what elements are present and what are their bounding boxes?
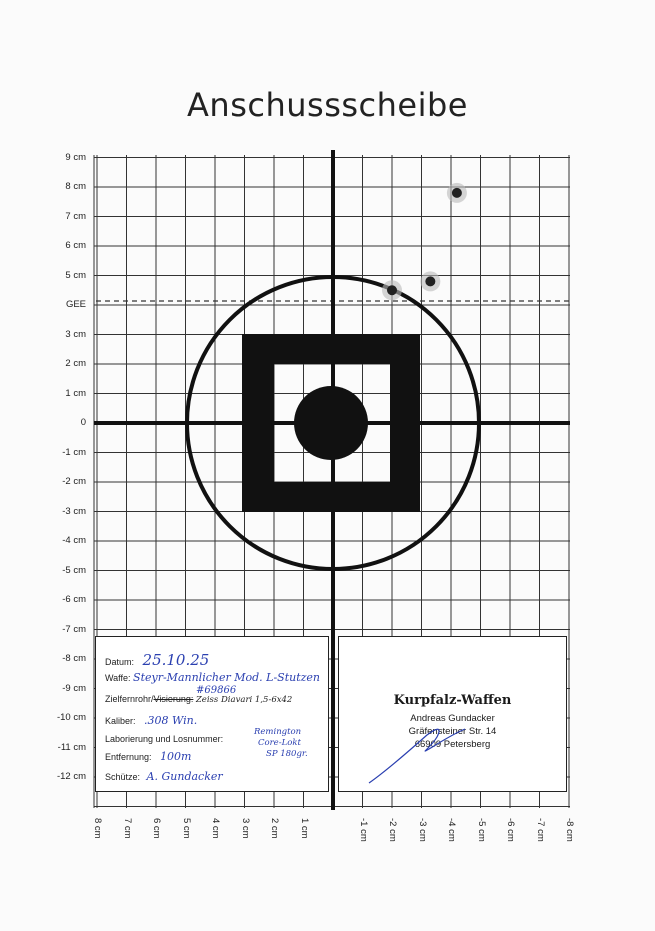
y-axis-label: -5 cm — [62, 564, 86, 576]
zf-value: Zeiss Diavari 1,5-6x42 — [195, 695, 293, 705]
y-axis-label: 9 cm — [65, 151, 86, 163]
kaliber-label: Kaliber: — [105, 716, 136, 726]
laborierung-value-1: Remington — [254, 727, 302, 737]
y-axis-label: -8 cm — [62, 653, 86, 664]
kaliber-row — [105, 714, 197, 727]
y-axis-label: 0 — [80, 417, 86, 428]
y-axis-label: -3 cm — [62, 505, 86, 517]
x-axis-label: -8 cm — [564, 818, 575, 842]
x-axis-label: 4 cm — [210, 818, 221, 839]
x-axis-label: -6 cm — [505, 818, 516, 842]
dealer-line-2: Gräfensteiner Str. 14 — [408, 726, 497, 737]
waffe-value: Steyr-Mannlicher Mod. L-Stutzen — [133, 671, 321, 684]
x-axis-label: -3 cm — [416, 818, 428, 842]
x-axis-label: 5 cm — [180, 818, 192, 839]
laborierung-label: Laborierung und Losnummer: — [105, 734, 224, 744]
entfernung-value: 100m — [160, 750, 192, 763]
x-axis-label: -7 cm — [534, 818, 546, 842]
page-title: Anschussscheibe — [187, 86, 468, 124]
x-axis-label: -4 cm — [446, 818, 457, 842]
signature — [339, 637, 566, 791]
x-axis-label: 2 cm — [269, 818, 280, 839]
laborierung-value — [254, 727, 308, 760]
x-axis-label: -5 cm — [475, 818, 487, 842]
bullet-impact — [447, 183, 467, 203]
entfernung-row — [105, 750, 192, 763]
waffe-label: Waffe: — [105, 673, 131, 683]
dealer-line-3: 66909 Petersberg — [414, 739, 491, 750]
laborierung-row — [105, 734, 223, 744]
schuetze-row — [105, 770, 223, 783]
waffe-row — [105, 671, 320, 684]
zf-strike: Visierung: — [153, 694, 194, 704]
y-axis-label: 3 cm — [65, 328, 86, 340]
y-axis-label: GEE — [65, 299, 86, 310]
x-axis-label: -1 cm — [357, 818, 369, 842]
x-axis-label: -2 cm — [387, 818, 398, 842]
zf-label: Zielfernrohr/ — [105, 694, 154, 704]
laborierung-value-3: SP 180gr. — [266, 749, 308, 759]
x-axis-label: 7 cm — [121, 818, 133, 839]
zf-row — [105, 694, 292, 705]
entfernung-label: Entfernung: — [105, 752, 152, 762]
y-axis-label: -1 cm — [62, 446, 86, 458]
laborierung-value-2: Core-Lokt — [258, 738, 301, 748]
x-axis-label: 1 cm — [298, 818, 310, 839]
y-axis-label: 1 cm — [65, 387, 86, 399]
x-axis-label: 3 cm — [239, 818, 251, 839]
x-axis-label: 8 cm — [92, 818, 103, 839]
y-axis-label: -9 cm — [62, 682, 86, 694]
y-axis-label: -6 cm — [62, 594, 86, 605]
dealer-line-1: Andreas Gundacker — [410, 713, 495, 724]
y-axis-label: -12 cm — [56, 771, 86, 782]
waffe-nr: #69866 — [196, 685, 237, 696]
bullet-impact — [420, 271, 440, 291]
y-axis-label: 8 cm — [65, 181, 86, 192]
y-axis-label: -2 cm — [62, 476, 86, 487]
y-axis-label: 5 cm — [65, 269, 86, 281]
bullet-impacts — [382, 183, 467, 300]
y-axis-label: -10 cm — [56, 712, 86, 723]
bullet-impact — [382, 280, 402, 300]
y-axis-label: -11 cm — [57, 741, 86, 753]
y-axis-label: 2 cm — [65, 358, 86, 369]
info-box — [95, 636, 329, 792]
schuetze-label: Schütze: — [105, 772, 141, 782]
y-axis-label: 6 cm — [65, 240, 86, 251]
y-axis-label: -7 cm — [62, 623, 86, 635]
kaliber-value: .308 Win. — [144, 714, 198, 727]
schuetze-value: A. Gundacker — [146, 770, 223, 783]
y-axis-label: 7 cm — [65, 210, 86, 222]
x-axis-label: 6 cm — [151, 818, 162, 839]
dealer-name: Kurpfalz-Waffen — [393, 693, 512, 708]
datum-label: Datum: — [105, 657, 135, 667]
datum-row — [105, 651, 209, 669]
dealer-stamp-box — [338, 636, 567, 792]
datum-value: 25.10.25 — [142, 651, 210, 669]
y-axis-label: -4 cm — [62, 535, 86, 546]
